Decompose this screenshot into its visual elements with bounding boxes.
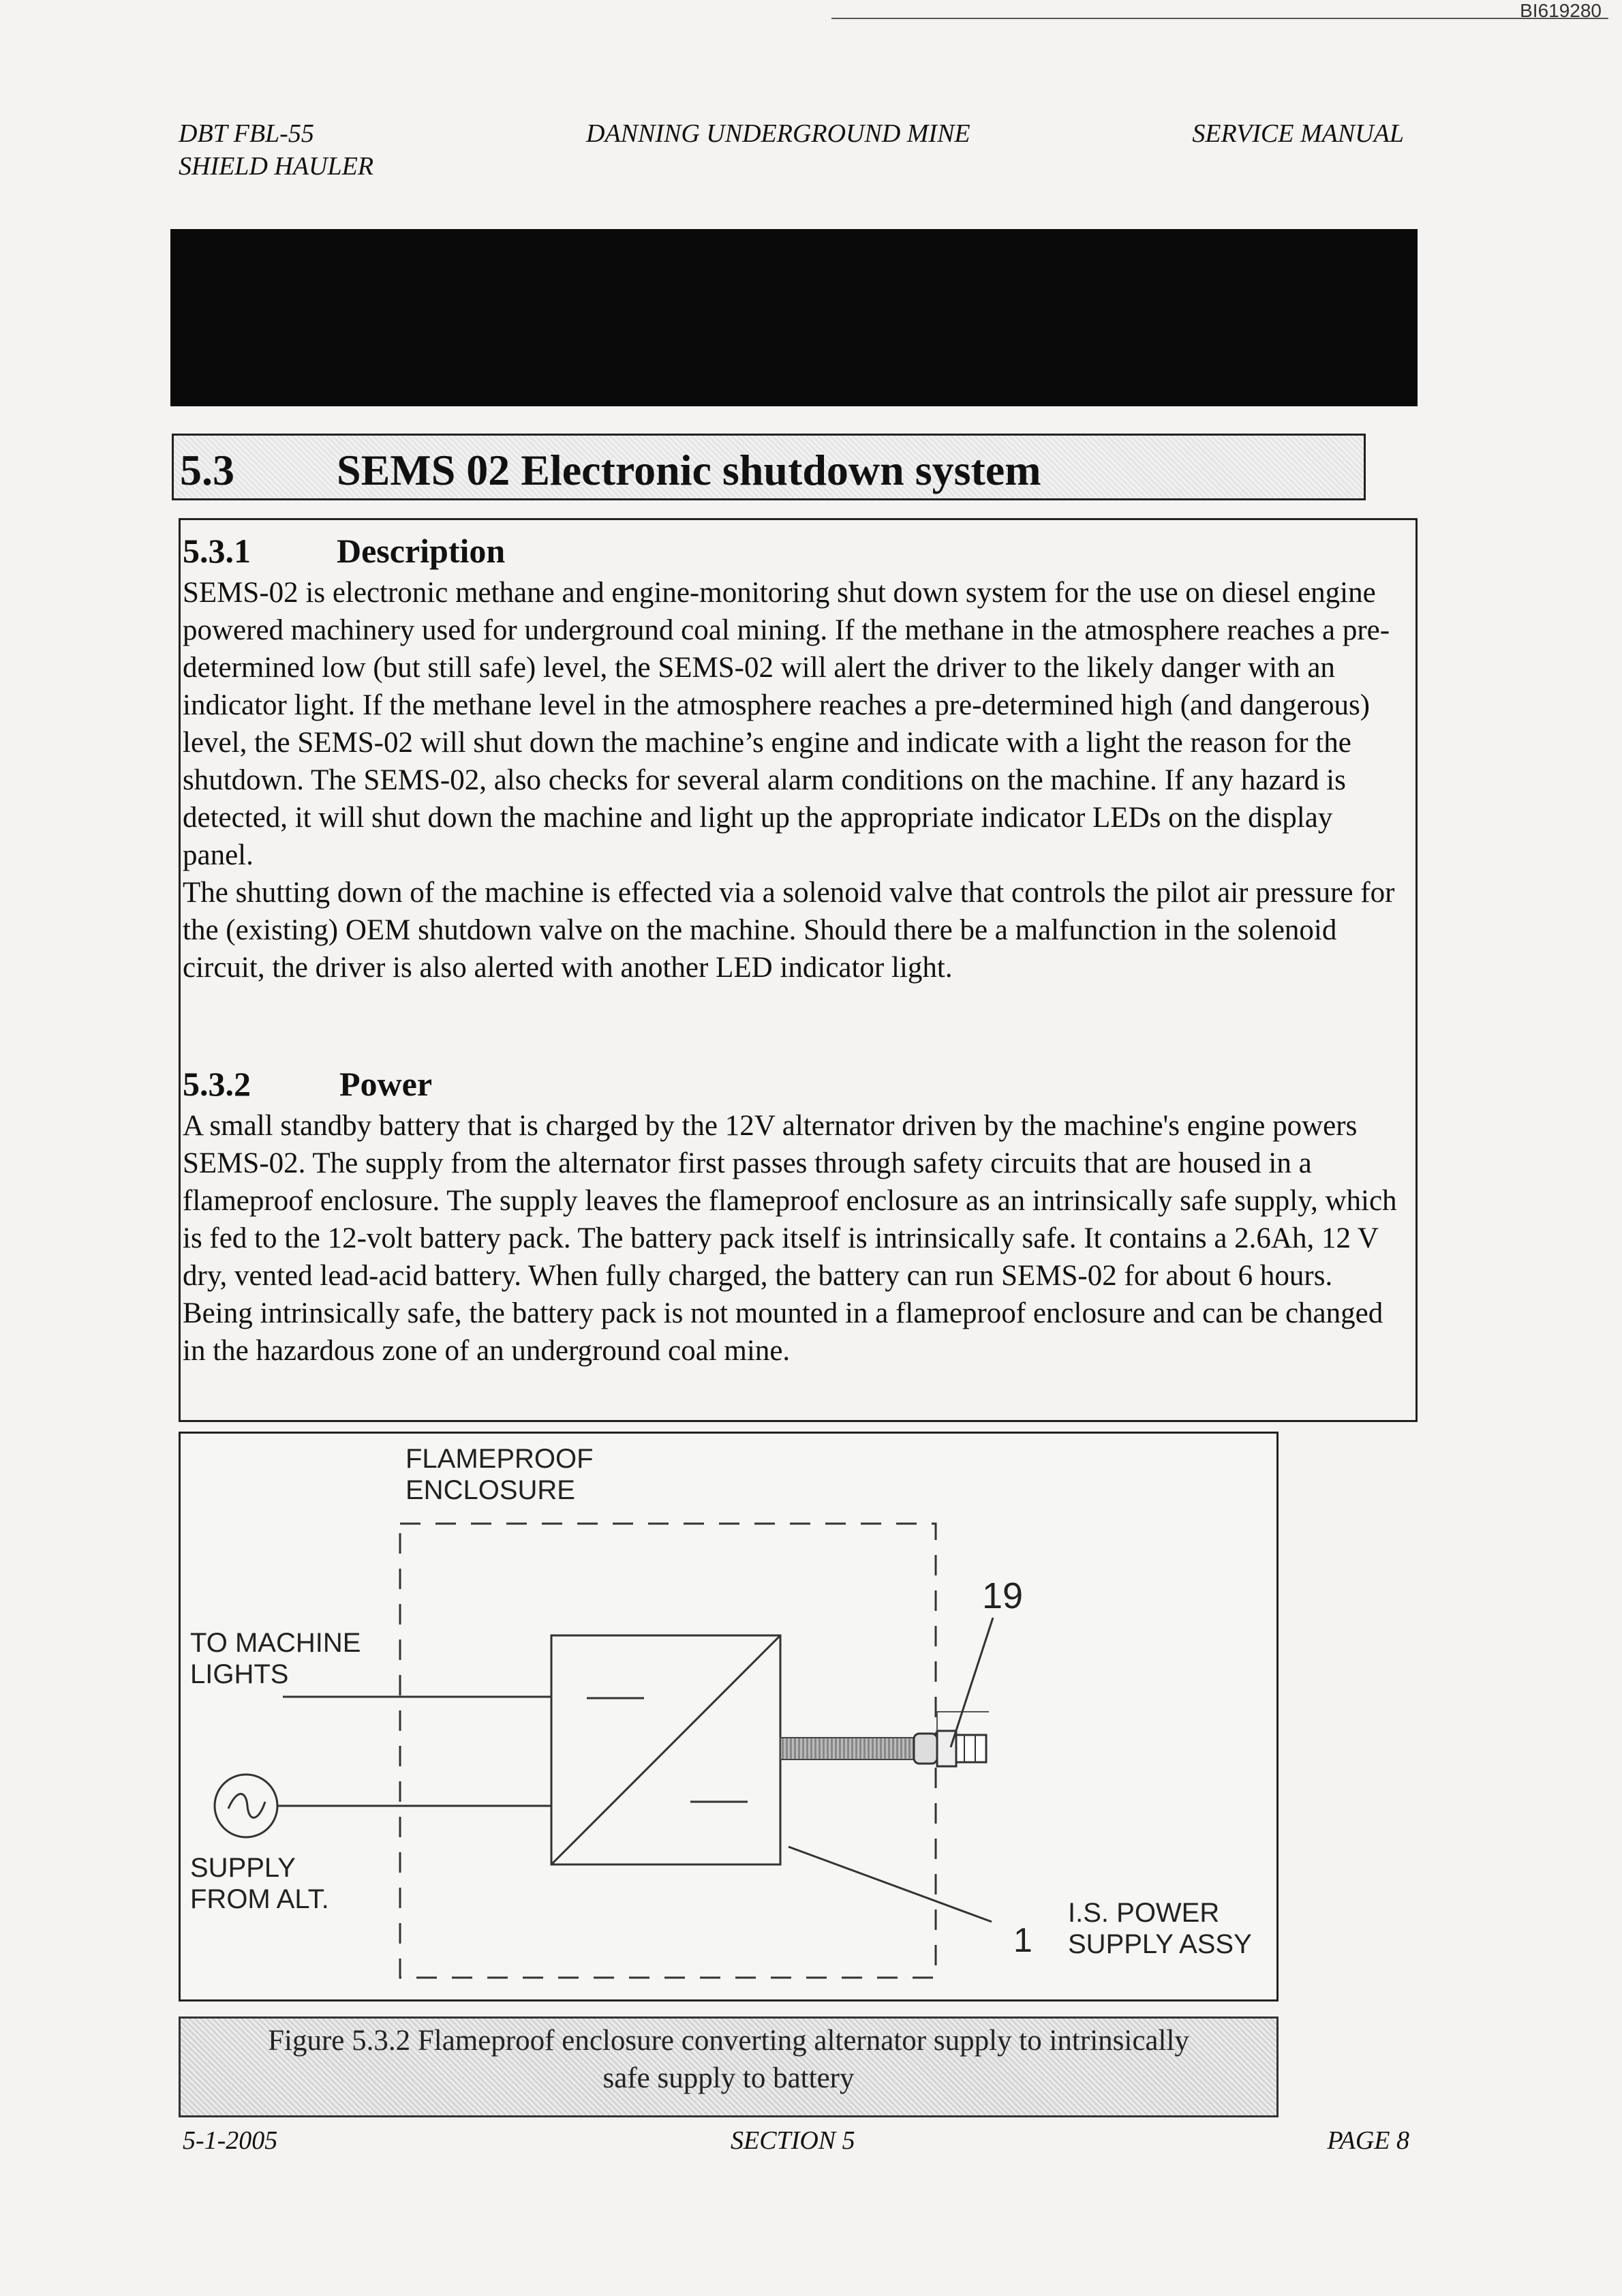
header-model: DBT FBL-55 xyxy=(179,119,314,148)
callout-1: 1 xyxy=(1013,1921,1032,1959)
subsection-number: 5.3.1 xyxy=(183,532,251,570)
label-lights-2: LIGHTS xyxy=(190,1659,289,1689)
subsection-title: Power xyxy=(339,1065,433,1103)
subsection-number: 5.3.2 xyxy=(183,1065,251,1103)
label-is-power-2: SUPPLY ASSY xyxy=(1068,1929,1252,1959)
caption-line-1: Figure 5.3.2 Flameproof enclosure converting alternator supply to intrinsically xyxy=(268,2025,1189,2057)
alternator-ac-icon xyxy=(215,1774,277,1837)
output-cable xyxy=(780,1738,914,1759)
subsection-title: Description xyxy=(337,532,506,570)
header-left xyxy=(179,117,373,183)
converter-diagonal xyxy=(551,1635,780,1864)
header-machine: SHIELD HAULER xyxy=(179,152,374,181)
label-enclosure-1: FLAMEPROOF xyxy=(406,1444,594,1474)
paragraph: The shutting down of the machine is effected via a solenoid valve that controls the pilot air pressure for the (existing) OEM shutdown valve on the machine. Should there be a malfunction in the solenoid circuit, the driver is also alerted with another LED indicator light. xyxy=(183,877,1395,984)
plug-connector xyxy=(914,1712,989,1766)
label-lights-1: TO MACHINE xyxy=(190,1628,361,1658)
figure-caption xyxy=(179,2022,1279,2097)
section-title: SEMS 02 Electronic shutdown system xyxy=(337,446,1041,494)
header-right: SERVICE MANUAL xyxy=(1192,119,1404,148)
paragraph: A small standby battery that is charged by the 12V alternator driven by the machine's engine powers SEMS-02. The supply from the alternator first passes through safety circuits that are housed in a flameproof enclosure. The supply leaves the flameproof enclosure as an intrinsically safe supply, which is fed to the 12-volt battery pack. The battery pack itself is intrinsically safe. It contains a 2.6Ah, 12 V dry, vented lead-acid battery. When fully charged, the battery can run SEMS-02 for about 6 hours. Being intrinsically safe, the battery pack is not mounted in a flameproof enclosure and can be changed in the hazardous zone of an underground coal mine. xyxy=(183,1110,1397,1367)
flameproof-diagram xyxy=(179,1432,1279,2002)
label-is-power-1: I.S. POWER xyxy=(1068,1898,1220,1928)
caption-line-2: safe supply to battery xyxy=(602,2062,855,2094)
section-number: 5.3 xyxy=(180,446,234,494)
header-center: DANNING UNDERGROUND MINE xyxy=(586,119,970,148)
label-enclosure-2: ENCLOSURE xyxy=(406,1475,575,1505)
label-supply-2: FROM ALT. xyxy=(190,1884,329,1914)
redacted-bar xyxy=(170,229,1418,406)
power-text xyxy=(183,1107,1409,1370)
label-supply-1: SUPPLY xyxy=(190,1853,296,1883)
paragraph: SEMS-02 is electronic methane and engine-monitoring shut down system for the use on diesel engine powered machinery used for underground coal mining. If the methane in the atmosphere reaches a pre-determined low (but still safe) level, the SEMS-02 will alert the driver to the likely danger with an indicator light. If the methane level in the atmosphere reaches a pre-determined high (and dangerous) level, the SEMS-02 will shut down the machine’s engine and indicate with a light the reason for the shutdown. The SEMS-02, also checks for several alarm conditions on the machine. If any hazard is detected, it will shut down the machine and light up the appropriate indicator LEDs on the display panel. xyxy=(183,577,1390,871)
description-text xyxy=(183,574,1409,986)
footer-page: PAGE 8 xyxy=(1327,2126,1409,2155)
callout-19: 19 xyxy=(982,1575,1024,1616)
footer-section: SECTION 5 xyxy=(731,2126,855,2155)
callout-1-leader xyxy=(789,1847,992,1922)
callout-19-leader xyxy=(951,1618,993,1747)
top-rule xyxy=(831,18,1608,19)
document-id: BI619280 xyxy=(1520,0,1602,21)
footer-date: 5-1-2005 xyxy=(183,2126,278,2155)
diagram-svg xyxy=(181,1434,1281,2004)
